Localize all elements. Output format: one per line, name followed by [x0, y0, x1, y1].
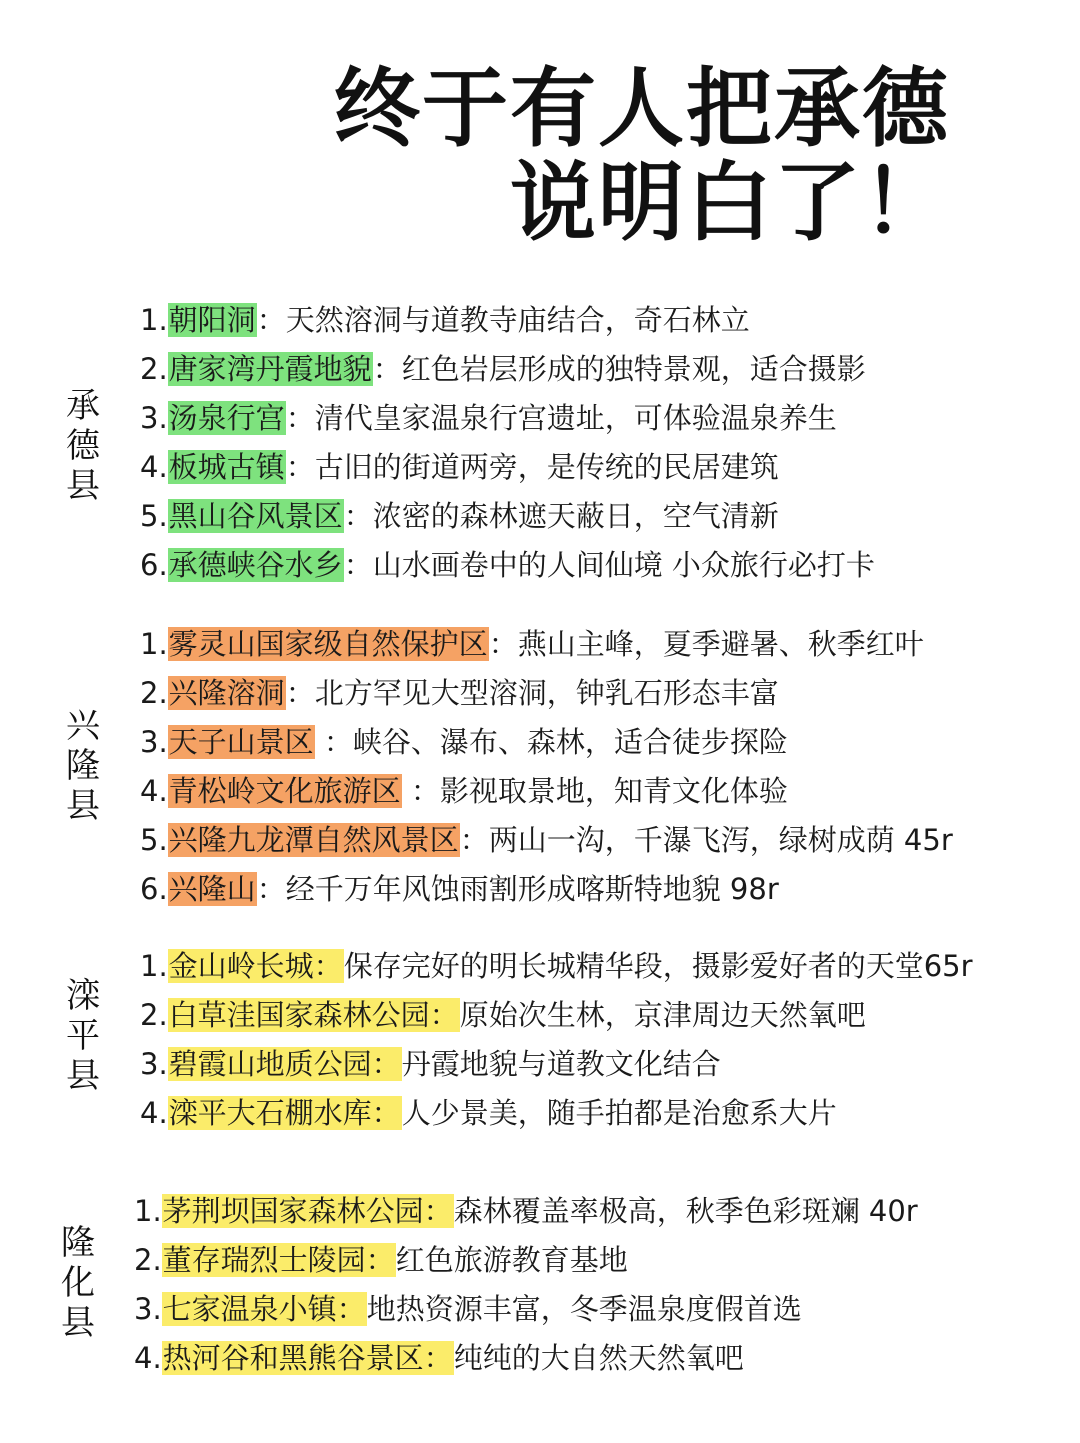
attraction-name: 滦平大石棚水库：	[168, 1096, 401, 1130]
attraction-name: 唐家湾丹霞地貌	[168, 352, 372, 386]
list-item: 1.金山岭长城：保存完好的明长城精华段，摄影爱好者的天堂65r	[140, 949, 973, 983]
page-title-line1: 终于有人把承德	[334, 59, 950, 159]
list-item: 2.白草洼国家森林公园：原始次生林，京津周边天然氧吧	[140, 998, 866, 1032]
attraction-desc: 燕山主峰，夏季避暑、秋季红叶	[517, 627, 924, 661]
list-item: 4.滦平大石棚水库：人少景美，随手拍都是治愈系大片	[140, 1096, 837, 1130]
list-item: 3.七家温泉小镇：地热资源丰富，冬季温泉度假首选	[134, 1292, 802, 1326]
attraction-desc: 浓密的森林遮天蔽日，空气清新	[372, 499, 779, 533]
list-item: 6.兴隆山：经千万年风蚀雨割形成喀斯特地貌 98r	[140, 872, 779, 906]
attraction-desc: 峡谷、瀑布、森林，适合徒步探险	[352, 725, 788, 759]
page-title-line2: 说明白了！	[510, 153, 950, 253]
attraction-desc: 红色岩层形成的独特景观，适合摄影	[401, 352, 866, 386]
attraction-name: 白草洼国家森林公园：	[168, 998, 459, 1032]
attraction-name: 承德峡谷水乡	[168, 548, 343, 582]
attraction-desc: 地热资源丰富，冬季温泉度假首选	[366, 1292, 802, 1326]
list-item: 1.朝阳洞：天然溶洞与道教寺庙结合，奇石林立	[140, 303, 750, 337]
attraction-desc: 红色旅游教育基地	[395, 1243, 628, 1277]
attraction-name: 热河谷和黑熊谷景区：	[162, 1341, 453, 1375]
attraction-desc: 清代皇家温泉行宫遗址，可体验温泉养生	[314, 401, 837, 435]
attraction-desc: 山水画卷中的人间仙境 小众旅行必打卡	[372, 548, 875, 582]
list-item: 3.汤泉行宫：清代皇家温泉行宫遗址，可体验温泉养生	[140, 401, 837, 435]
attraction-name: 朝阳洞	[168, 303, 256, 337]
attraction-desc: 丹霞地貌与道教文化结合	[401, 1047, 721, 1081]
attraction-name: 板城古镇	[168, 450, 285, 484]
attraction-name: 碧霞山地质公园：	[168, 1047, 401, 1081]
attraction-name: 金山岭长城：	[168, 949, 343, 983]
attraction-desc: 森林覆盖率极高，秋季色彩斑斓 40r	[453, 1194, 918, 1228]
attraction-name: 兴隆山	[168, 872, 256, 906]
attraction-desc: 原始次生林，京津周边天然氧吧	[459, 998, 866, 1032]
list-item: 4.热河谷和黑熊谷景区：纯纯的大自然天然氧吧	[134, 1341, 744, 1375]
county-label: 承德县	[66, 386, 100, 506]
county-label: 滦平县	[66, 976, 100, 1096]
attraction-desc: 人少景美，随手拍都是治愈系大片	[401, 1096, 837, 1130]
attraction-desc: 两山一沟，千瀑飞泻，绿树成荫 45r	[488, 823, 953, 857]
list-item: 3.天子山景区 ：峡谷、瀑布、森林，适合徒步探险	[140, 725, 788, 759]
attraction-name: 雾灵山国家级自然保护区	[168, 627, 488, 661]
list-item: 6.承德峡谷水乡：山水画卷中的人间仙境 小众旅行必打卡	[140, 548, 875, 582]
attraction-desc: 保存完好的明长城精华段，摄影爱好者的天堂65r	[343, 949, 973, 983]
attraction-name: 兴隆九龙潭自然风景区	[168, 823, 459, 857]
list-item: 5.兴隆九龙潭自然风景区：两山一沟，千瀑飞泻，绿树成荫 45r	[140, 823, 953, 857]
attraction-name: 天子山景区	[168, 725, 314, 759]
attraction-name: 董存瑞烈士陵园：	[162, 1243, 395, 1277]
attraction-desc: 影视取景地，知青文化体验	[439, 774, 788, 808]
attraction-name: 青松岭文化旅游区	[168, 774, 401, 808]
list-item: 2.董存瑞烈士陵园：红色旅游教育基地	[134, 1243, 628, 1277]
list-item: 5.黑山谷风景区：浓密的森林遮天蔽日，空气清新	[140, 499, 779, 533]
attraction-name: 茅荆坝国家森林公园：	[162, 1194, 453, 1228]
attraction-desc: 古旧的街道两旁，是传统的民居建筑	[314, 450, 779, 484]
attraction-name: 兴隆溶洞	[168, 676, 285, 710]
list-item: 1.雾灵山国家级自然保护区：燕山主峰，夏季避暑、秋季红叶	[140, 627, 924, 661]
attraction-desc: 经千万年风蚀雨割形成喀斯特地貌 98r	[285, 872, 779, 906]
attraction-desc: 纯纯的大自然天然氧吧	[453, 1341, 744, 1375]
county-label: 隆化县	[61, 1223, 95, 1343]
list-item: 2.兴隆溶洞：北方罕见大型溶洞，钟乳石形态丰富	[140, 676, 779, 710]
county-label: 兴隆县	[66, 706, 100, 826]
attraction-name: 汤泉行宫	[168, 401, 285, 435]
attraction-desc: 天然溶洞与道教寺庙结合，奇石林立	[285, 303, 750, 337]
list-item: 2.唐家湾丹霞地貌：红色岩层形成的独特景观，适合摄影	[140, 352, 866, 386]
list-item: 1.茅荆坝国家森林公园：森林覆盖率极高，秋季色彩斑斓 40r	[134, 1194, 918, 1228]
list-item: 3.碧霞山地质公园：丹霞地貌与道教文化结合	[140, 1047, 721, 1081]
list-item: 4.青松岭文化旅游区 ：影视取景地，知青文化体验	[140, 774, 788, 808]
attraction-desc: 北方罕见大型溶洞，钟乳石形态丰富	[314, 676, 779, 710]
list-item: 4.板城古镇：古旧的街道两旁，是传统的民居建筑	[140, 450, 779, 484]
attraction-name: 黑山谷风景区	[168, 499, 343, 533]
attraction-name: 七家温泉小镇：	[162, 1292, 366, 1326]
